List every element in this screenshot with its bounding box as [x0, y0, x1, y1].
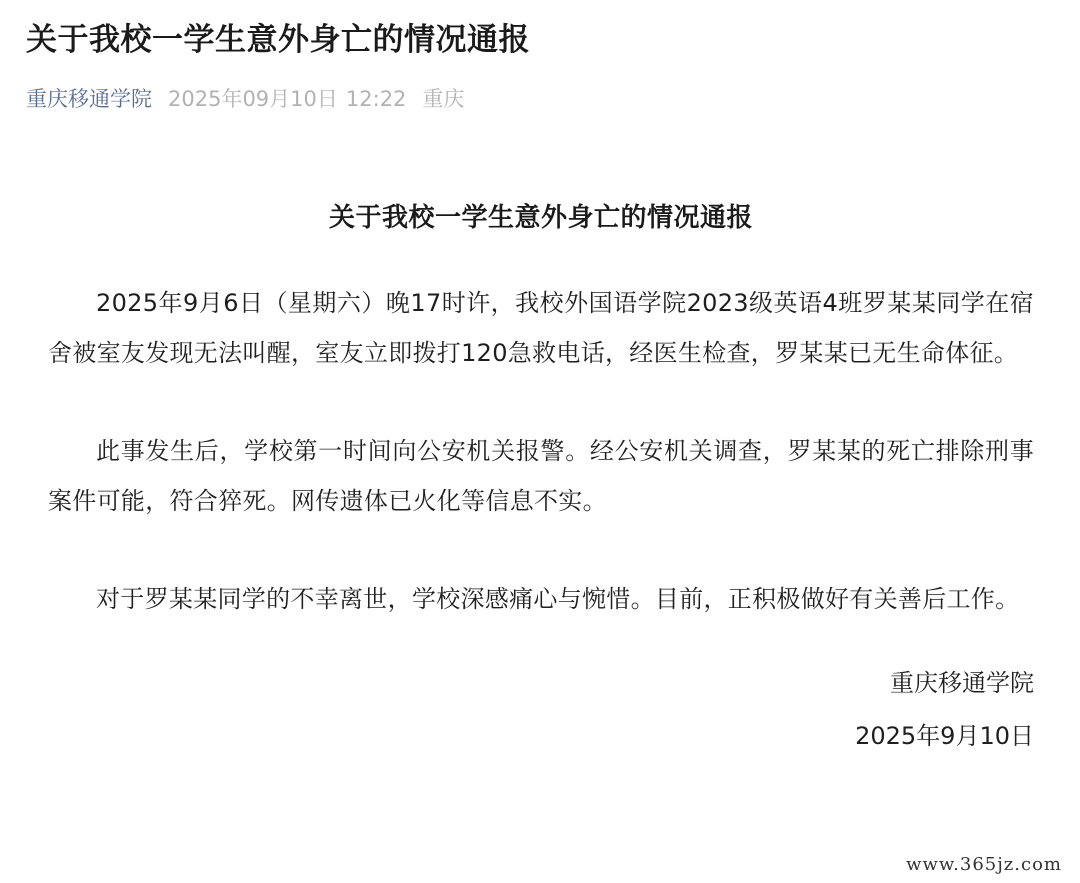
body-paragraph: 此事发生后，学校第一时间向公安机关报警。经公安机关调查，罗某某的死亡排除刑事案件可能，符合猝死。网传遗体已火化等信息不实。 — [48, 437, 1034, 515]
account-name-link[interactable]: 重庆移通学院 — [26, 87, 152, 111]
site-watermark: www.365jz.com — [896, 849, 1072, 881]
body-paragraph: 2025年9月6日（星期六）晚17时许，我校外国语学院2023级英语4班罗某某同学在宿舍被室友发现无法叫醒，室友立即拨打120急救电话，经医生检查，罗某某已无生命体征。 — [48, 289, 1034, 367]
signature-organization: 重庆移通学院 — [890, 669, 1034, 697]
notice-heading: 关于我校一学生意外身亡的情况通报 — [328, 203, 753, 233]
signature-block — [48, 658, 1034, 761]
article-meta — [26, 84, 1060, 114]
article-title: 关于我校一学生意外身亡的情况通报 — [26, 22, 530, 58]
publish-time: 12:22 — [345, 87, 407, 111]
publish-date: 2025年09月10日 — [168, 87, 338, 111]
article-header — [26, 18, 1060, 114]
signature-date: 2025年9月10日 — [855, 722, 1034, 750]
article-body — [48, 198, 1034, 761]
body-paragraph: 对于罗某某同学的不幸离世，学校深感痛心与惋惜。目前，正积极做好有关善后工作。 — [96, 585, 1020, 613]
publish-location: 重庆 — [422, 87, 465, 111]
